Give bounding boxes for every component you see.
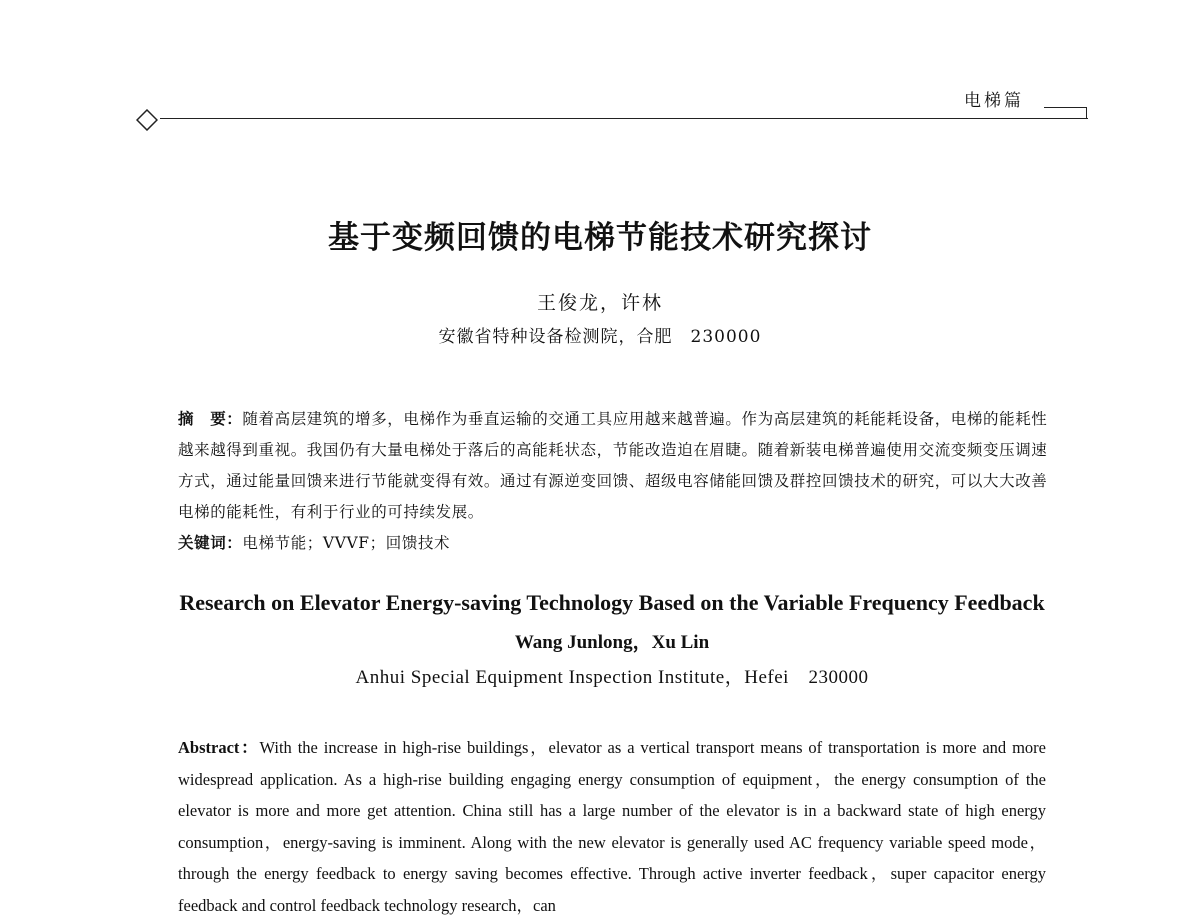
diamond-icon xyxy=(136,109,158,131)
affiliation-en: Anhui Special Equipment Inspection Institute，Hefei 230000 xyxy=(355,667,869,688)
abstract-zh-text: 随着高层建筑的增多，电梯作为垂直运输的交通工具应用越来越普遍。作为高层建筑的耗能耗设备，电梯的能耗性越来越得到重视。我国仍有大量电梯处于落后的高能耗状态，节能改造迫在眉睫。随着新装电梯普遍使用交流变频变压调速方式，通过能量回馈来进行节能就变得有效。通过有源逆变回馈、超级电容储能回馈及群控回馈技术的研究，可以大大改善电梯的能耗性，有利于行业的可持续发展。 xyxy=(178,410,1048,521)
abstract-zh xyxy=(178,404,1048,528)
header-rule xyxy=(160,118,1088,119)
keywords-zh-label: 关键词： xyxy=(178,534,243,552)
authors-en: Wang Junlong，Xu Lin xyxy=(514,632,710,653)
abstract-en-text: With the increase in high-rise buildings，elevator as a vertical transport means of transportation is more and more widespread application. As a high-rise building engaging energy consumption of equipment，the energy consumption of the elevator is more and more get attention. China still has a large number of the elevator is in a backward state of high energy consumption，energy-saving is imminent. Along with the new elevator is generally used AC frequency variable speed mode，through the energy feedback to energy saving becomes effective. Through active inverter feedback，super capacitor energy feedback and control feedback technology research，can xyxy=(178,738,1046,915)
keywords-zh xyxy=(178,531,1048,553)
keywords-zh-text: 电梯节能；VVVF；回馈技术 xyxy=(242,534,451,552)
abstract-en xyxy=(178,732,1046,921)
authors-zh: 王俊龙，许林 xyxy=(536,292,663,314)
paper-title-en: Research on Elevator Energy-saving Technology Based on the Variable Frequency Feedback xyxy=(179,590,1045,615)
abstract-zh-label: 摘 要： xyxy=(178,410,243,428)
abstract-en-label: Abstract： xyxy=(178,738,260,757)
paper-title-zh: 基于变频回馈的电梯节能技术研究探讨 xyxy=(328,220,872,256)
header-tab-mark xyxy=(1044,107,1087,119)
section-label: 电梯篇 xyxy=(964,91,1024,111)
affiliation-zh: 安徽省特种设备检测院，合肥 230000 xyxy=(438,327,762,347)
